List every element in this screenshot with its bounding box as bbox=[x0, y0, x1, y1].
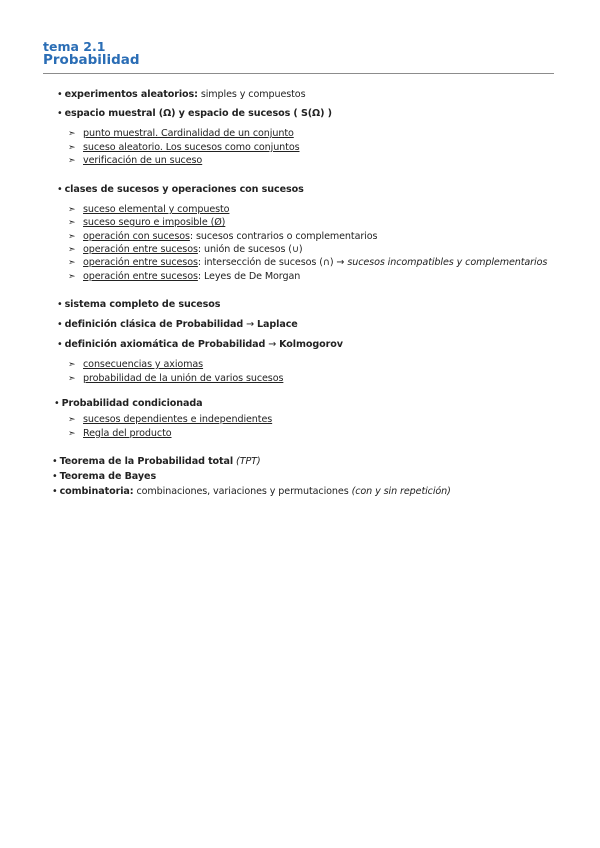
subtopic-item bbox=[68, 244, 303, 256]
topic-abbrev: (TPT) bbox=[233, 456, 261, 467]
subtopic-link[interactable]: suceso elemental y compuesto bbox=[83, 204, 230, 215]
subtopic-link[interactable]: suceso seguro e imposible (Ø) bbox=[83, 217, 226, 228]
arrow-bullet-icon: ➣ bbox=[68, 415, 76, 425]
topic-number: tema 2.1 bbox=[43, 39, 106, 54]
bullet: • bbox=[52, 471, 58, 482]
arrow-bullet-icon: ➣ bbox=[68, 374, 76, 384]
header-divider bbox=[43, 73, 554, 74]
subtopic-detail: : intersección de sucesos (∩) → bbox=[197, 257, 348, 268]
bullet: • bbox=[57, 339, 63, 350]
topic-sistema-completo bbox=[57, 299, 220, 311]
subtopic-link[interactable]: sucesos dependientes e independientes bbox=[83, 414, 273, 425]
topic-author: Laplace bbox=[257, 319, 298, 330]
topic-definicion-axiomatica bbox=[57, 339, 343, 351]
subtopic-item bbox=[68, 155, 202, 167]
topic-clases-sucesos bbox=[57, 184, 304, 196]
subtopic-item bbox=[68, 428, 172, 440]
topic-label: Probabilidad condicionada bbox=[61, 398, 203, 409]
topic-probabilidad-condicionada bbox=[54, 398, 203, 410]
arrow-bullet-icon: ➣ bbox=[68, 129, 76, 139]
subtopic-link[interactable]: probabilidad de la unión de varios sucesos bbox=[83, 373, 284, 384]
arrow-bullet-icon: ➣ bbox=[68, 143, 76, 153]
subtopic-item bbox=[68, 271, 300, 283]
topic-label: experimentos aleatorios: bbox=[64, 89, 198, 100]
topic-label: Teorema de Bayes bbox=[59, 471, 157, 482]
arrow-bullet-icon: ➣ bbox=[68, 156, 76, 166]
bullet: • bbox=[57, 319, 63, 330]
subtopic-link[interactable]: punto muestral. Cardinalidad de un conjunto bbox=[83, 128, 294, 139]
subtopic-link[interactable]: verificación de un suceso bbox=[83, 155, 203, 166]
subtopic-item bbox=[68, 359, 203, 371]
subtopic-link[interactable]: operación entre sucesos bbox=[83, 244, 198, 255]
subtopic-item bbox=[68, 142, 300, 154]
topic-note: (con y sin repetición) bbox=[351, 486, 451, 497]
topic-teorema-bayes bbox=[52, 471, 156, 483]
subtopic-link[interactable]: operación entre sucesos bbox=[83, 271, 198, 282]
arrow-bullet-icon: ➣ bbox=[68, 360, 76, 370]
arrow-symbol: → bbox=[243, 319, 257, 330]
subtopic-link[interactable]: consecuencias y axiomas bbox=[83, 359, 204, 370]
arrow-bullet-icon: ➣ bbox=[68, 258, 76, 268]
topic-label: sistema completo de sucesos bbox=[64, 299, 221, 310]
topic-teorema-probabilidad-total bbox=[52, 456, 261, 468]
arrow-symbol: → bbox=[265, 339, 280, 350]
topic-espacio-muestral bbox=[57, 108, 332, 120]
topic-label: combinatoria: bbox=[59, 486, 134, 497]
topic-combinatoria bbox=[52, 486, 451, 498]
bullet: • bbox=[52, 486, 58, 497]
subtopic-link[interactable]: operación con sucesos bbox=[83, 231, 190, 242]
bullet: • bbox=[57, 108, 63, 119]
arrow-bullet-icon: ➣ bbox=[68, 245, 76, 255]
arrow-bullet-icon: ➣ bbox=[68, 218, 76, 228]
subtopic-detail: : Leyes de De Morgan bbox=[197, 271, 301, 282]
subtopic-link[interactable]: operación entre sucesos bbox=[83, 257, 198, 268]
topic-label: espacio muestral (Ω) y espacio de sucesos ( S(Ω) ) bbox=[64, 108, 332, 119]
subtopic-item bbox=[68, 128, 294, 140]
topic-experimentos bbox=[57, 89, 305, 101]
page-title: Probabilidad bbox=[43, 52, 140, 68]
subtopic-link[interactable]: suceso aleatorio. Los sucesos como conjuntos bbox=[83, 142, 300, 153]
subtopic-item bbox=[68, 231, 377, 243]
bullet: • bbox=[57, 299, 63, 310]
arrow-bullet-icon: ➣ bbox=[68, 272, 76, 282]
subtopic-item bbox=[68, 217, 225, 229]
topic-definicion-clasica bbox=[57, 319, 298, 331]
subtopic-detail: : unión de sucesos (∪) bbox=[197, 244, 303, 255]
topic-label: definición clásica de Probabilidad bbox=[64, 319, 244, 330]
subtopic-link[interactable]: Regla del producto bbox=[83, 428, 172, 439]
topic-label: Teorema de la Probabilidad total bbox=[59, 456, 234, 467]
topic-author: Kolmogorov bbox=[279, 339, 343, 350]
arrow-bullet-icon: ➣ bbox=[68, 232, 76, 242]
subtopic-item bbox=[68, 414, 272, 426]
topic-detail: simples y compuestos bbox=[197, 89, 306, 100]
subtopic-item bbox=[68, 204, 229, 216]
topic-detail: combinaciones, variaciones y permutaciones bbox=[133, 486, 352, 497]
bullet: • bbox=[57, 89, 63, 100]
subtopic-note: sucesos incompatibles y complementarios bbox=[347, 257, 548, 268]
arrow-bullet-icon: ➣ bbox=[68, 205, 76, 215]
subtopic-item bbox=[68, 257, 547, 269]
bullet: • bbox=[54, 398, 60, 409]
topic-label: definición axiomática de Probabilidad bbox=[64, 339, 266, 350]
bullet: • bbox=[57, 184, 63, 195]
topic-label: clases de sucesos y operaciones con sucesos bbox=[64, 184, 304, 195]
arrow-bullet-icon: ➣ bbox=[68, 429, 76, 439]
subtopic-item bbox=[68, 373, 283, 385]
subtopic-detail: : sucesos contrarios o complementarios bbox=[189, 231, 378, 242]
page-header bbox=[43, 40, 140, 67]
bullet: • bbox=[52, 456, 58, 467]
